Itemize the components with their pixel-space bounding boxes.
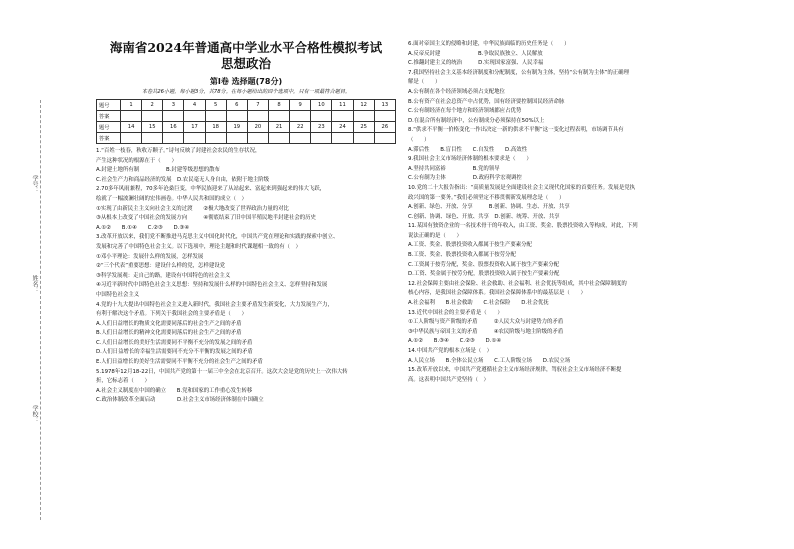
answer-cell xyxy=(205,133,226,144)
question-number-cell: 13 xyxy=(374,100,395,111)
question-line: A.社会福利 B.社会救助 C.社会保险 D.社会优抚 xyxy=(408,300,549,307)
question-line: 6.面对帝国主义的侵略和封建，中华民族面临的历史任务是（ ） xyxy=(408,41,570,47)
question-line: A.①② B.①④ C.②③ D.③④ xyxy=(96,224,190,231)
question-line: 折，它标志着（ ） xyxy=(96,378,150,385)
question-line: 15.改革开放以来，中国共产党遵循社会主义市场经济规律，驾驭社会主义市场经济不断提 xyxy=(408,367,622,374)
answer-cell xyxy=(353,133,374,144)
question-line: C.政治体制改革全面启动 D.社会主义市场经济体制在中国确立 xyxy=(96,397,264,404)
question-line: 3.改革开放以来，我们党不断推进马克思主义中国化时代化，中国共产党在理论和实践的探索中创立、 xyxy=(96,234,339,241)
question-line: 高。这表明中国共产党坚持（ ） xyxy=(408,376,489,383)
question-number-cell: 17 xyxy=(184,122,205,133)
question-line: A.①② B.③④ C.②③ D.①④ xyxy=(408,338,502,345)
question-number-cell: 1 xyxy=(121,100,142,111)
question-number-cell: 12 xyxy=(353,100,374,111)
question-number-cell: 9 xyxy=(290,100,311,111)
question-number-cell: 25 xyxy=(353,122,374,133)
question-line: A.滞后性 B.盲目性 C.自发性 D.高效性 xyxy=(408,146,528,153)
answer-cell xyxy=(205,111,226,122)
left-column xyxy=(96,40,396,406)
binding-school-label: 学校： xyxy=(31,405,38,423)
question-line: A.坚持共同富裕 B.党的领导 xyxy=(408,165,500,172)
question-line: E.人们日益增长的美好生活需要同不平衡不充分的社会生产之间的矛盾 xyxy=(96,359,263,366)
question-number-cell: 5 xyxy=(205,100,226,111)
answer-cell xyxy=(311,133,332,144)
question-line: B.工资、奖金、股票投资收入都属于按劳分配 xyxy=(408,252,516,259)
row-label: 答案 xyxy=(97,133,121,144)
answer-table xyxy=(96,99,396,144)
question-line: A.封建土地所有制 B.封建等级思想的散布 xyxy=(96,167,220,174)
answer-cell xyxy=(121,133,142,144)
question-line: 13.近代中国社会的主要矛盾是（ ） xyxy=(408,309,503,316)
exam-subject: 思想政治 xyxy=(220,56,271,71)
answer-cell xyxy=(247,133,268,144)
question-number-cell: 3 xyxy=(163,100,184,111)
question-line: 说法正确的是（ ） xyxy=(408,232,462,239)
question-line: 中国特色社会主义 xyxy=(96,291,140,298)
question-line: ④习近平新时代中国特色社会主义思想：坚持和发展什么样的中国特色社会主义、怎样坚持和发展 xyxy=(96,282,328,289)
question-line: C.社会生产力和商品经济的发展 D.农民毫无人身自由，依附于地主阶级 xyxy=(96,176,270,183)
question-number-cell: 26 xyxy=(374,122,395,133)
question-line: ③科学发展观：走自己的路，建设有中国特色的社会主义 xyxy=(96,272,231,279)
question-line: C.创新、协调、绿色、开放、共享 D.创新、统筹、开放、共享 xyxy=(408,213,560,220)
exam-title: 海南省2024年普通高中学业水平合格性模拟考试 xyxy=(109,40,383,55)
question-number-cell: 23 xyxy=(311,122,332,133)
question-number-cell: 24 xyxy=(332,122,353,133)
answer-cell xyxy=(332,133,353,144)
question-number-cell: 6 xyxy=(226,100,247,111)
row-label: 答案 xyxy=(97,111,121,122)
answer-cell xyxy=(290,111,311,122)
question-number-cell: 2 xyxy=(142,100,163,111)
question-line: ③从根本上改变了中国社会的发展方向 ④彻底结束了旧中国半殖民地半封建社会的历史 xyxy=(96,215,316,222)
question-line: 政兴国的第一要务。”我们必须坚定不移贯彻新发展理念是（ ） xyxy=(408,194,565,201)
question-line: D.人们日益增长的幸福生活需要同不充分不平衡的发展之间的矛盾 xyxy=(96,349,253,356)
table-row xyxy=(97,122,396,133)
question-line: 11.某国有独资企业的一名技术骨干的年收入，由工资、奖金、股票投资收入等构成，对此，下列 xyxy=(408,223,638,230)
question-line: A.社会主义制度在中国的确立 B.党和国家的工作重心发生转移 xyxy=(96,387,253,394)
table-row xyxy=(97,100,396,111)
answer-cell xyxy=(163,111,184,122)
question-number-cell: 8 xyxy=(268,100,289,111)
question-line: C.公有制经济在每个地方和经济领域都应占优势 xyxy=(408,108,522,115)
answer-cell xyxy=(184,133,205,144)
section-note: 本卷共26小题，每小题3分，共78分。在每小题给出的四个选项中，只有一项最符合题目。 xyxy=(141,89,351,95)
row-label: 题号 xyxy=(97,122,121,133)
question-line: 产生这种状况的根源在于（ ） xyxy=(96,157,177,164)
question-number-cell: 11 xyxy=(332,100,353,111)
question-number-cell: 20 xyxy=(247,122,268,133)
question-number-cell: 4 xyxy=(184,100,205,111)
question-line: ③中华民族与帝国主义的矛盾 ④农民阶级与地主阶级的矛盾 xyxy=(408,328,564,335)
question-line: 有利于解决这个矛盾。下列关于我国社会的主要矛盾是（ ） xyxy=(96,311,247,318)
question-line: 发展和完善了中国特色社会主义。以下选项中，理论主题和时代课题相一致的有（ ） xyxy=(96,243,301,250)
question-line: C.工资属于按劳分配，奖金、股票投资收入属于按生产要素分配 xyxy=(408,261,560,268)
question-line: 10.党的二十大报告指出：“高质量发展是全面建设社会主义现代化国家的首要任务。发展是党执 xyxy=(408,184,635,191)
question-line: 5.1978年12月18-22日，中国共产党的第十一届三中全会在北京召开。这次大会是党的历史上一次伟大转 xyxy=(96,368,348,375)
question-line: A.公有制在各个经济领域必须占支配地位 xyxy=(408,88,505,95)
question-line: C.人们日益增长的美好生活需要同不平衡不充分的发展之间的矛盾 xyxy=(96,339,253,346)
left-questions xyxy=(96,147,396,406)
question-line: 解是（ ） xyxy=(408,79,441,86)
answer-cell xyxy=(374,111,395,122)
answer-cell xyxy=(374,133,395,144)
question-number-cell: 16 xyxy=(163,122,184,133)
right-column xyxy=(408,40,780,385)
question-line: 1.“百姓一枝春，秋收万颗子。”诗句反映了封建社会农民的生存状况， xyxy=(96,148,261,154)
question-line: C.公有制为主体 D.政府科学宏观调控 xyxy=(408,175,522,182)
question-line: C.推翻封建主义的统治 D.实现国家富强、人民幸福 xyxy=(408,60,544,67)
question-line: A.创新、绿色、开放、分享 B.创新、协调、生态、开放、共享 xyxy=(408,204,570,211)
answer-cell xyxy=(121,111,142,122)
question-line: 7.我国坚持社会主义基本经济制度和分配制度，公有制为主体，坚持“公有制为主体”的正确理 xyxy=(408,69,629,76)
question-line: ①邓小平理论：发展什么样的发展，怎样发展 xyxy=(96,253,204,260)
row-label: 题号 xyxy=(97,100,121,111)
question-number-cell: 10 xyxy=(311,100,332,111)
table-row xyxy=(97,133,396,144)
answer-cell xyxy=(142,111,163,122)
question-line: B.公有资产在社会总资产中占优势，国有经济要控制国民经济命脉 xyxy=(408,98,565,105)
question-line: 14.中国共产党的根本立场是（ ） xyxy=(408,348,493,354)
question-line: 绘就了一幅波澜壮阔的宏伟画卷。中华人民共和国的成立（ ） xyxy=(96,195,247,202)
question-line: 9.我国社会主义市场经济体制的根本要求是（ ） xyxy=(408,156,532,163)
question-line: 4.党的十九大提出中国特色社会主义进入新时代，我国社会主要矛盾发生新变化，大力发展生产力， xyxy=(96,301,333,308)
question-line: A.人们日益增长的物质文化需要同落后的社会生产之间的矛盾 xyxy=(96,320,242,327)
table-row xyxy=(97,111,396,122)
answer-cell xyxy=(353,111,374,122)
binding-name-label: 姓名： xyxy=(31,275,38,293)
question-number-cell: 18 xyxy=(205,122,226,133)
question-line: 核心内容，是我国社会保障体系。我国社会保障体系中的最基层是（ ） xyxy=(408,290,586,297)
question-line: 12.社会保障主要由社会保险、社会救助、社会福利、社会优抚等组成，其中社会保障制度的 xyxy=(408,280,627,287)
question-line: 8.“供求不平衡一价格变化一作出决定一新的供求不平衡”这一变化过程表明，市场调节具有 xyxy=(408,127,624,134)
answer-cell xyxy=(268,133,289,144)
binding-id-label: 学号： xyxy=(31,175,38,193)
question-number-cell: 22 xyxy=(290,122,311,133)
question-line: B.人们日益增长的精神文化需要同落后的社会生产之间的矛盾 xyxy=(96,330,242,337)
answer-cell xyxy=(247,111,268,122)
answer-cell xyxy=(163,133,184,144)
section-title: 第Ⅰ卷 选择题(78分) xyxy=(209,77,283,86)
question-line: ①实现了由新民主主义向社会主义的过渡 ②极大地改变了世界政治力量的对比 xyxy=(96,205,289,212)
question-line: ②“三个代表”重要思想：建设什么样的党，怎样建设党 xyxy=(96,263,226,270)
answer-cell xyxy=(268,111,289,122)
question-line: D.在混合所有制经济中，公有制成分必须保持在50%以上 xyxy=(408,117,545,124)
answer-cell xyxy=(311,111,332,122)
question-number-cell: 14 xyxy=(121,122,142,133)
answer-cell xyxy=(332,111,353,122)
question-line: A.工资、奖金、股票投资收入都属于按生产要素分配 xyxy=(408,242,532,249)
question-line: A.反帝反封建 B.争取民族独立、人民解放 xyxy=(408,50,543,57)
answer-cell xyxy=(142,133,163,144)
question-line: D.工资、奖金属于按劳分配，股票投资收入属于按生产要素分配 xyxy=(408,271,560,278)
answer-cell xyxy=(226,133,247,144)
question-number-cell: 15 xyxy=(142,122,163,133)
binding-line xyxy=(40,100,41,520)
answer-cell xyxy=(226,111,247,122)
question-line: （ ） xyxy=(408,136,430,143)
question-number-cell: 7 xyxy=(247,100,268,111)
question-line: 2.70多年风雨兼程，70多年沧桑巨变，中华民族迎来了从站起来、富起来到强起来的伟大飞跃， xyxy=(96,186,326,193)
right-questions xyxy=(408,40,780,385)
question-line: A.人民立场 B.全体公民立场 C.工人阶级立场 D.农民立场 xyxy=(408,357,571,364)
question-number-cell: 19 xyxy=(226,122,247,133)
question-line: ①工人阶级与资产阶级的矛盾 ②人民大众与封建势力的矛盾 xyxy=(408,319,564,326)
answer-cell xyxy=(184,111,205,122)
question-number-cell: 21 xyxy=(268,122,289,133)
answer-cell xyxy=(290,133,311,144)
